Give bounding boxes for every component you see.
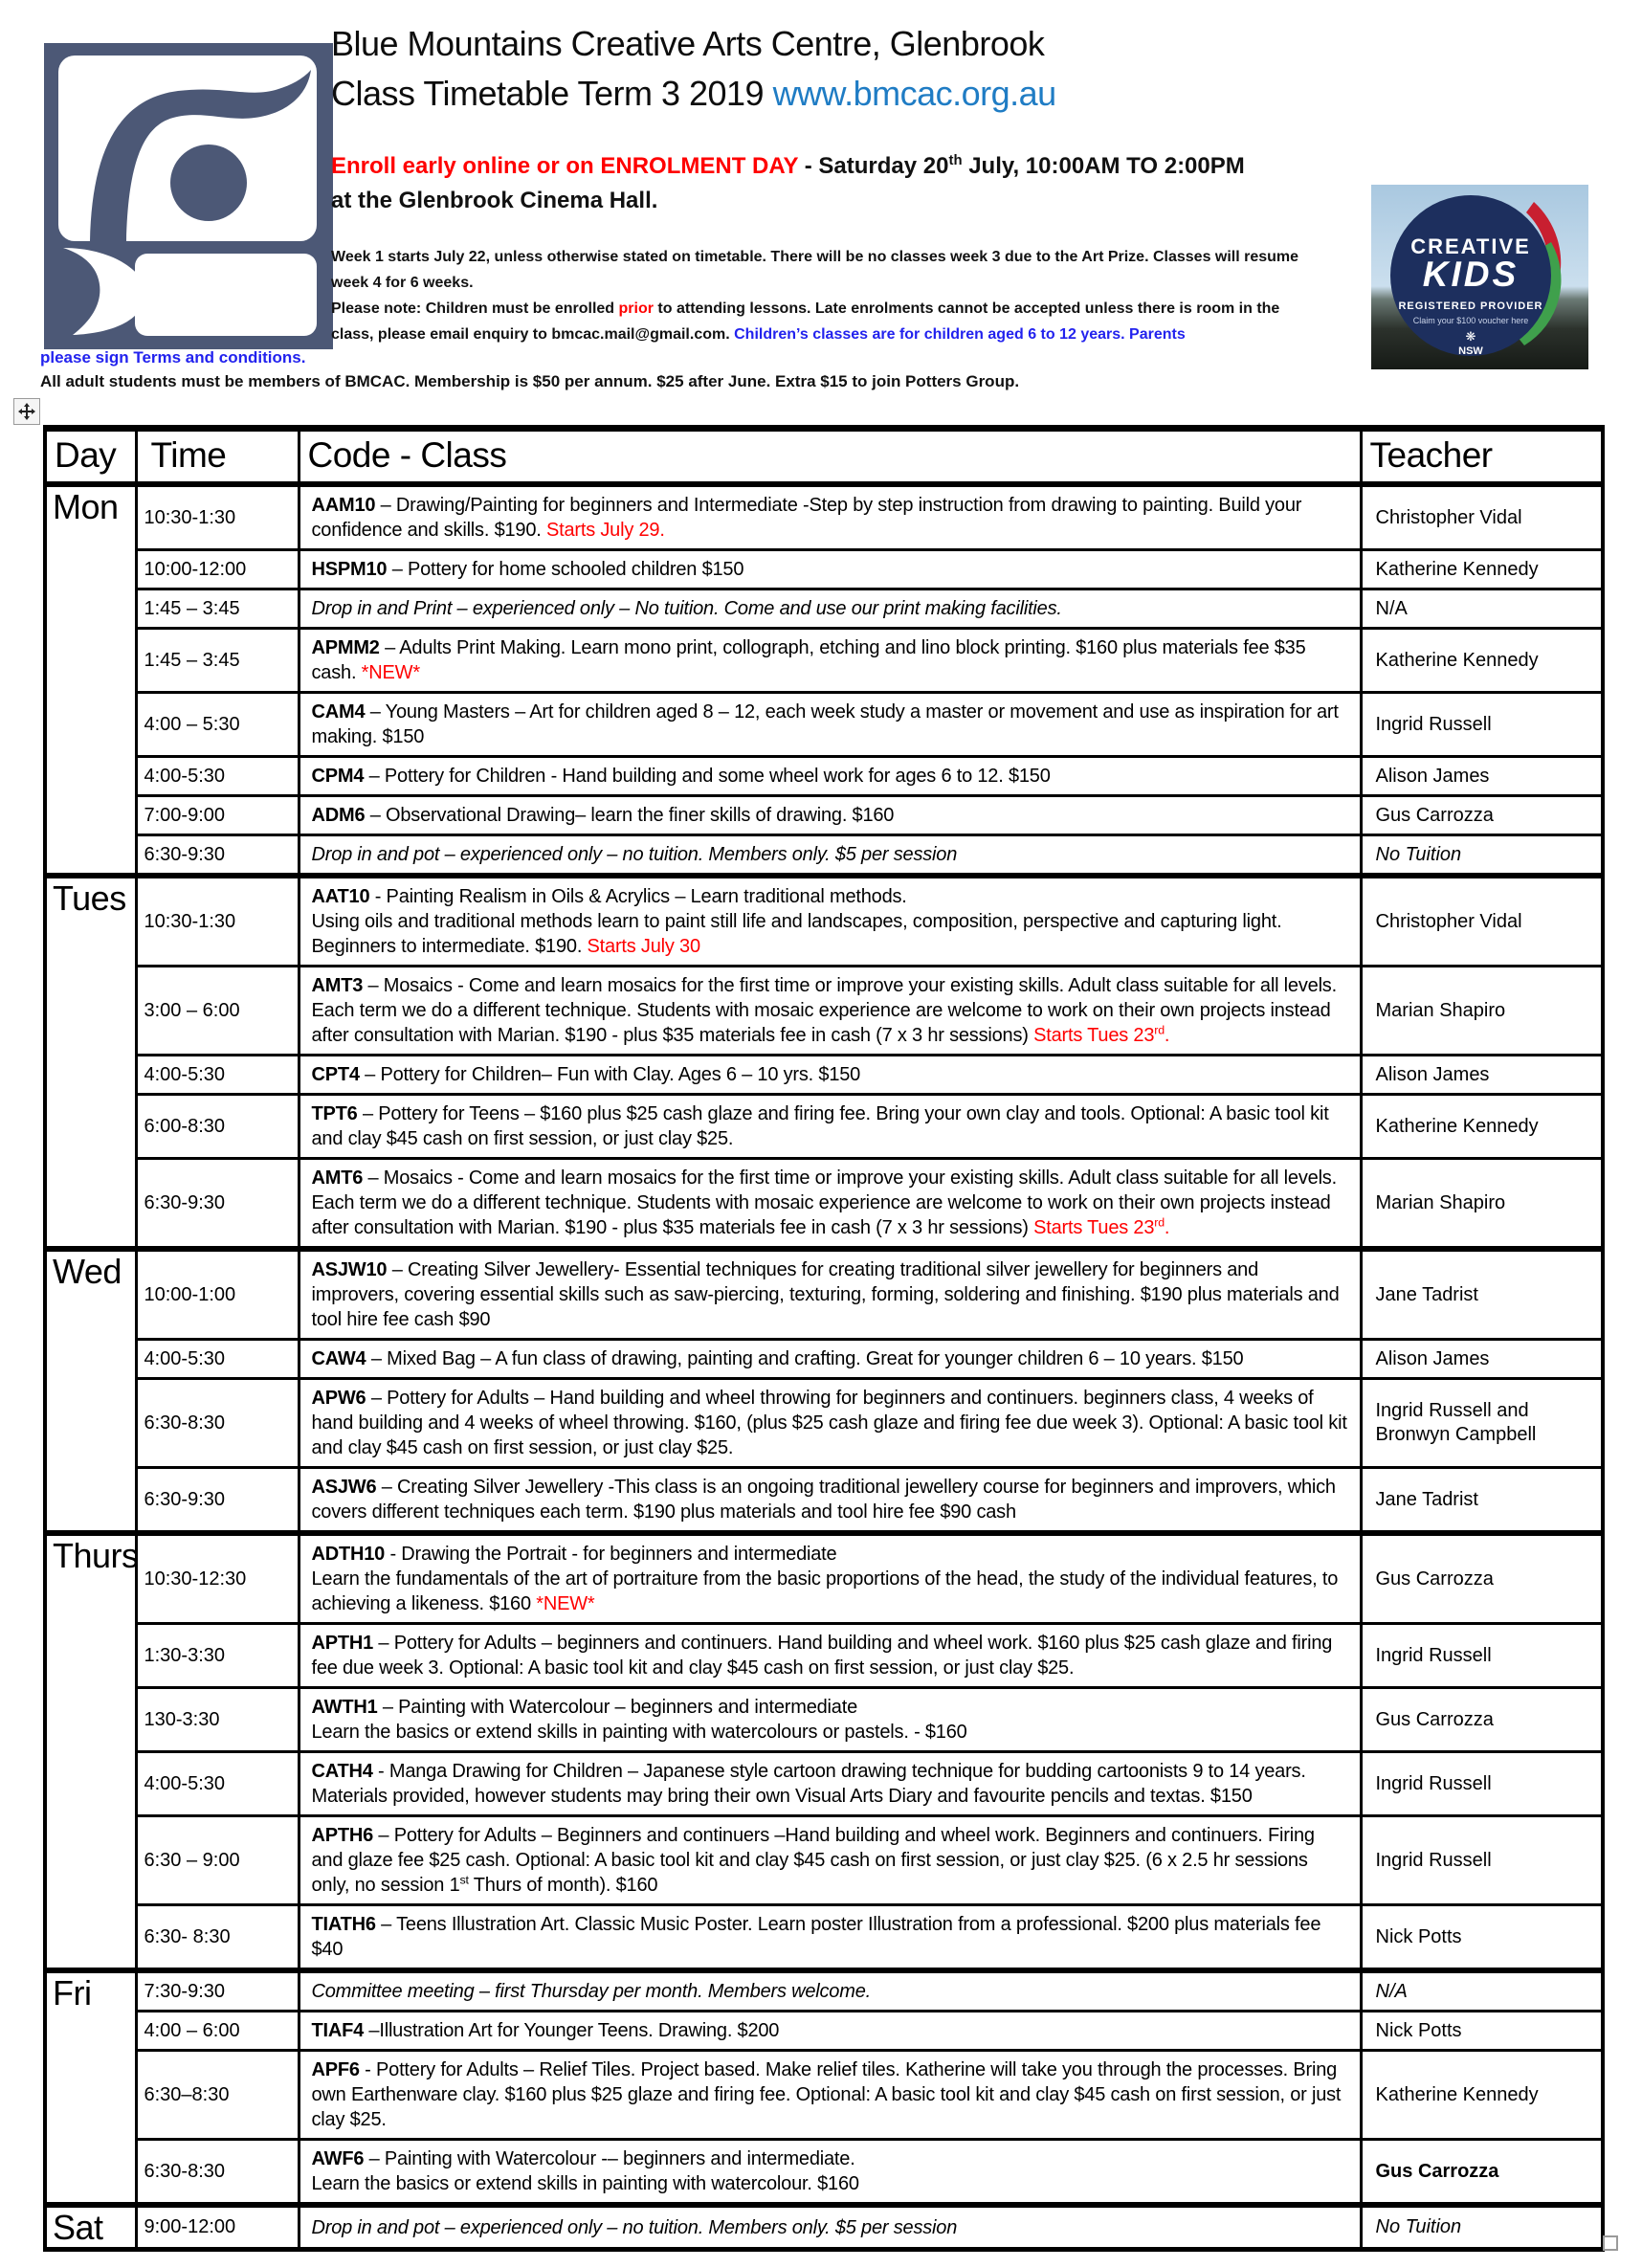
class-cell: Committee meeting – first Thursday per month. Members welcome. [299, 1970, 1361, 2012]
class-cell: CAW4 – Mixed Bag – A fun class of drawing, painting and crafting. Great for younger children 6 – 10 years. $150 [299, 1340, 1361, 1379]
table-row [45, 1340, 1603, 1379]
class-cell: AAT10 - Painting Realism in Oils & Acrylics – Learn traditional methods. Using oils and traditional methods learn to paint still life and landscapes, composition, perspective and capturing light. Beginners to intermediate. $190. Starts July 30 [299, 876, 1361, 967]
class-cell: TIAF4 –Illustration Art for Younger Teens. Drawing. $200 [299, 2012, 1361, 2051]
page-title-line2-text: Class Timetable Term 3 2019 [331, 74, 773, 114]
note-prior-red: prior [618, 300, 654, 317]
teacher-cell: Nick Potts [1361, 1905, 1603, 1971]
time-cell: 130-3:30 [136, 1688, 299, 1752]
table-resize-handle[interactable] [1603, 2235, 1618, 2251]
table-row [45, 1533, 1603, 1624]
class-cell: CATH4 - Manga Drawing for Children – Japanese style cartoon drawing technique for budding cartoonists 9 to 14 years. Materials provided, however students may bring their own Visual Arts Diary and favourite pencils and textas. $150 [299, 1752, 1361, 1816]
class-cell: AAM10 – Drawing/Painting for beginners and Intermediate -Step by step instruction from drawing to painting. Build your confidence and skills. $190. Starts July 29. [299, 484, 1361, 550]
day-label-thurs: Thurs [45, 1533, 136, 1970]
time-cell: 4:00 – 5:30 [136, 693, 299, 757]
class-cell: Drop in and pot – experienced only – no tuition. Members only. $5 per session [299, 2205, 1361, 2250]
class-cell: APF6 - Pottery for Adults – Relief Tiles. Project based. Make relief tiles. Katherine will take you through the processes. Bring own Earthenware clay. $160 plus $25 glaze and firing fee. Optional: A basic tool kit and clay $45 cash on first session, or just clay $25. [299, 2051, 1361, 2140]
table-row [45, 1970, 1603, 2012]
teacher-cell: Ingrid Russell [1361, 1752, 1603, 1816]
table-row [45, 1468, 1603, 1534]
table-row [45, 1816, 1603, 1905]
table-row [45, 1688, 1603, 1752]
page-title-line1: Blue Mountains Creative Arts Centre, Glenbrook [331, 24, 1045, 63]
timetable [43, 425, 1605, 2252]
time-cell: 10:30-1:30 [136, 876, 299, 967]
teacher-cell: Ingrid Russell [1361, 1624, 1603, 1688]
teacher-cell: Christopher Vidal [1361, 876, 1603, 967]
table-row [45, 693, 1603, 757]
teacher-cell: Marian Shapiro [1361, 967, 1603, 1056]
teacher-cell: Ingrid Russell and Bronwyn Campbell [1361, 1379, 1603, 1468]
class-cell: CAM4 – Young Masters – Art for children aged 8 – 12, each week study a master or movement and use as inspiration for art making. $150 [299, 693, 1361, 757]
time-cell: 6:30-9:30 [136, 1468, 299, 1534]
time-cell: 4:00-5:30 [136, 757, 299, 796]
table-move-handle[interactable] [13, 398, 40, 425]
table-row [45, 484, 1603, 550]
day-label-tues: Tues [45, 876, 136, 1249]
time-cell: 4:00-5:30 [136, 1752, 299, 1816]
time-cell: 6:30–8:30 [136, 2051, 299, 2140]
class-cell: Drop in and pot – experienced only – no tuition. Members only. $5 per session [299, 835, 1361, 877]
table-row [45, 835, 1603, 877]
class-cell: AWTH1 – Painting with Watercolour – beginners and intermediate Learn the basics or extend skills in painting with watercolours or pastels. - $160 [299, 1688, 1361, 1752]
table-row [45, 1095, 1603, 1159]
time-cell: 4:00-5:30 [136, 1056, 299, 1095]
class-cell: ADM6 – Observational Drawing– learn the finer skills of drawing. $160 [299, 796, 1361, 835]
time-cell: 10:00-12:00 [136, 550, 299, 589]
enrolment-heading [331, 149, 1264, 218]
table-row [45, 589, 1603, 629]
table-row [45, 757, 1603, 796]
teacher-cell: No Tuition [1361, 835, 1603, 877]
teacher-cell: Gus Carrozza [1361, 2140, 1603, 2206]
note-children-blue: Children’s classes are for children aged 6 to 12 years. Parents [734, 325, 1186, 343]
table-row [45, 1752, 1603, 1816]
teacher-cell: Katherine Kennedy [1361, 629, 1603, 693]
time-cell: 4:00-5:30 [136, 1340, 299, 1379]
website-link[interactable]: www.bmcac.org.au [772, 74, 1056, 114]
time-cell: 9:00-12:00 [136, 2205, 299, 2250]
table-row [45, 796, 1603, 835]
note-please-prefix: Please note: Children must be enrolled [331, 300, 619, 317]
bmcac-logo [44, 43, 333, 349]
table-row [45, 2205, 1603, 2250]
time-cell: 6:30-9:30 [136, 1159, 299, 1250]
membership-note: All adult students must be members of BMCAC. Membership is $50 per annum. $25 after June. Extra $15 to join Potters Group. [40, 372, 1020, 390]
table-row [45, 550, 1603, 589]
table-row [45, 876, 1603, 967]
class-cell: CPM4 – Pottery for Children - Hand building and some wheel work for ages 6 to 12. $150 [299, 757, 1361, 796]
table-row [45, 2012, 1603, 2051]
time-cell: 6:30 – 9:00 [136, 1816, 299, 1905]
time-cell: 6:30- 8:30 [136, 1905, 299, 1971]
table-row [45, 967, 1603, 1056]
time-cell: 6:30-8:30 [136, 2140, 299, 2206]
enrolment-heading-red: Enroll early online or on ENROLMENT DAY [331, 153, 799, 179]
table-row [45, 1379, 1603, 1468]
teacher-cell: Marian Shapiro [1361, 1159, 1603, 1250]
badge-registered-provider-text: REGISTERED PROVIDER [1398, 300, 1543, 312]
time-cell: 7:30-9:30 [136, 1970, 299, 2012]
time-cell: 1:30-3:30 [136, 1624, 299, 1688]
teacher-cell: Nick Potts [1361, 2012, 1603, 2051]
time-cell: 10:00-1:00 [136, 1249, 299, 1340]
header-teacher: Teacher [1361, 429, 1603, 485]
class-cell: APMM2 – Adults Print Making. Learn mono print, collograph, etching and lino block printing. $160 plus materials fee $35 cash. *NEW* [299, 629, 1361, 693]
badge-voucher-text: Claim your $100 voucher here [1412, 316, 1529, 325]
class-cell: ASJW10 – Creating Silver Jewellery- Essential techniques for creating traditional silver jewellery for beginners and improvers, covering essential skills such as saw-piercing, texturing, forming, soldering and finishing. $190 plus materials and tool hire fee cash $90 [299, 1249, 1361, 1340]
day-label-sat: Sat [45, 2205, 136, 2250]
time-cell: 6:30-8:30 [136, 1379, 299, 1468]
table-row [45, 1905, 1603, 1971]
teacher-cell: Gus Carrozza [1361, 796, 1603, 835]
teacher-cell: Ingrid Russell [1361, 1816, 1603, 1905]
teacher-cell: Jane Tadrist [1361, 1468, 1603, 1534]
header-day: Day [45, 429, 136, 485]
teacher-cell: Gus Carrozza [1361, 1533, 1603, 1624]
table-row [45, 2051, 1603, 2140]
teacher-cell: Katherine Kennedy [1361, 1095, 1603, 1159]
class-cell: ASJW6 – Creating Silver Jewellery -This class is an ongoing traditional jewellery course for beginners and improvers, which covers different techniques each term. $190 plus materials and tool hire fee $90 cash [299, 1468, 1361, 1534]
class-cell: APW6 – Pottery for Adults – Hand building and wheel throwing for beginners and continuers. beginners class, 4 weeks of hand building and 4 weeks of wheel throwing. $160, (plus $25 cash glaze and firing fee due week 3). Optional: A basic tool kit and clay $45 cash on first session, or just clay $25. [299, 1379, 1361, 1468]
please-sign-line: please sign Terms and conditions. [40, 348, 306, 367]
bmcac-logo-icon [44, 43, 333, 349]
time-cell: 1:45 – 3:45 [136, 589, 299, 629]
page-title-line2 [331, 69, 1056, 119]
teacher-cell: Katherine Kennedy [1361, 2051, 1603, 2140]
day-label-fri: Fri [45, 1970, 136, 2205]
table-row [45, 1056, 1603, 1095]
day-label-mon: Mon [45, 484, 136, 876]
badge-creative-text: CREATIVE [1410, 234, 1531, 258]
teacher-cell: Alison James [1361, 1056, 1603, 1095]
class-cell: CPT4 – Pottery for Children– Fun with Clay. Ages 6 – 10 yrs. $150 [299, 1056, 1361, 1095]
time-cell: 4:00 – 6:00 [136, 2012, 299, 2051]
class-cell: AWF6 – Painting with Watercolour -– beginners and intermediate. Learn the basics or extend skills in painting with watercolour. $160 [299, 2140, 1361, 2206]
teacher-cell: N/A [1361, 589, 1603, 629]
teacher-cell: Gus Carrozza [1361, 1688, 1603, 1752]
class-cell: TPT6 – Pottery for Teens – $160 plus $25 cash glaze and firing fee. Bring your own clay and tools. Optional: A basic tool kit and clay $45 cash on first session, or just clay $25. [299, 1095, 1361, 1159]
enrolment-heading-rest: - Saturday 20th July, 10:00AM TO 2:00PM at the Glenbrook Cinema Hall. [331, 153, 1245, 213]
time-cell: 10:30-12:30 [136, 1533, 299, 1624]
timetable-body [45, 484, 1603, 2250]
table-row [45, 1159, 1603, 1250]
class-cell: AMT6 – Mosaics - Come and learn mosaics for the first time or improve your existing skills. Adult class suitable for all levels. Each term we do a different technique. Students with mosaic experience are welcome to work on their own projects instead after consultation with Marian. $190 - plus $35 materials fee in cash (7 x 3 hr sessions) Starts Tues 23rd. [299, 1159, 1361, 1250]
time-cell: 1:45 – 3:45 [136, 629, 299, 693]
class-cell: HSPM10 – Pottery for home schooled children $150 [299, 550, 1361, 589]
table-row [45, 2140, 1603, 2206]
header-code-class: Code - Class [299, 429, 1361, 485]
teacher-cell: N/A [1361, 1970, 1603, 2012]
teacher-cell: Jane Tadrist [1361, 1249, 1603, 1340]
class-cell: ADTH10 - Drawing the Portrait - for beginners and intermediate Learn the fundamentals of the art of portraiture from the basic proportions of the head, the study of the individual features, to achieving a likeness. $160 *NEW* [299, 1533, 1361, 1624]
class-cell: TIATH6 – Teens Illustration Art. Classic Music Poster. Learn poster Illustration from a professional. $200 plus materials fee $40 [299, 1905, 1361, 1971]
time-cell: 3:00 – 6:00 [136, 967, 299, 1056]
class-cell: APTH6 – Pottery for Adults – Beginners and continuers –Hand building and wheel work. Beginners and continuers. Firing and glaze fee $25 cash. Optional: A basic tool kit and clay $45 cash on first session, or just clay $25. (6 x 2.5 hr sessions only, no session 1st Thurs of month). $160 [299, 1816, 1361, 1905]
creative-kids-badge [1371, 185, 1588, 369]
class-cell: AMT3 – Mosaics - Come and learn mosaics for the first time or improve your existing skills. Adult class suitable for all levels. Each term we do a different technique. Students with mosaic experience are welcome to work on their own projects instead after consultation with Marian. $190 - plus $35 materials fee in cash (7 x 3 hr sessions) Starts Tues 23rd. [299, 967, 1361, 1056]
class-cell: Drop in and Print – experienced only – No tuition. Come and use our print making facilities. [299, 589, 1361, 629]
teacher-cell: No Tuition [1361, 2205, 1603, 2250]
nsw-waratah-icon: ❋ [1465, 329, 1476, 344]
note-please-mid: to attending lessons. Late enrolments cannot be accepted unless there is room in the class, please email enquiry to bmcac.mail@gmail.com. [331, 300, 1280, 343]
move-arrows-icon [18, 403, 35, 420]
teacher-cell: Alison James [1361, 1340, 1603, 1379]
document-title [331, 19, 1056, 119]
table-header-row [45, 429, 1603, 485]
teacher-cell: Alison James [1361, 757, 1603, 796]
time-cell: 6:00-8:30 [136, 1095, 299, 1159]
time-cell: 10:30-1:30 [136, 484, 299, 550]
badge-kids-text: KIDS [1422, 255, 1520, 294]
creative-kids-badge-image [1371, 185, 1588, 369]
time-cell: 7:00-9:00 [136, 796, 299, 835]
teacher-cell: Ingrid Russell [1361, 693, 1603, 757]
day-label-wed: Wed [45, 1249, 136, 1533]
badge-nsw-text: NSW [1458, 345, 1483, 357]
notes-paragraph [331, 245, 1312, 348]
note-week1: Week 1 starts July 22, unless otherwise stated on timetable. There will be no classes week 3 due to the Art Prize. Classes will resume week 4 for 6 weeks. [331, 249, 1299, 291]
header-time: Time [136, 429, 299, 485]
table-row [45, 629, 1603, 693]
time-cell: 6:30-9:30 [136, 835, 299, 877]
teacher-cell: Christopher Vidal [1361, 484, 1603, 550]
teacher-cell: Katherine Kennedy [1361, 550, 1603, 589]
table-row [45, 1249, 1603, 1340]
table-row [45, 1624, 1603, 1688]
class-cell: APTH1 – Pottery for Adults – beginners and continuers. Hand building and wheel work. $160 plus $25 cash glaze and firing fee due week 3. Optional: A basic tool kit and clay $45 cash on first session, or just clay $25. [299, 1624, 1361, 1688]
